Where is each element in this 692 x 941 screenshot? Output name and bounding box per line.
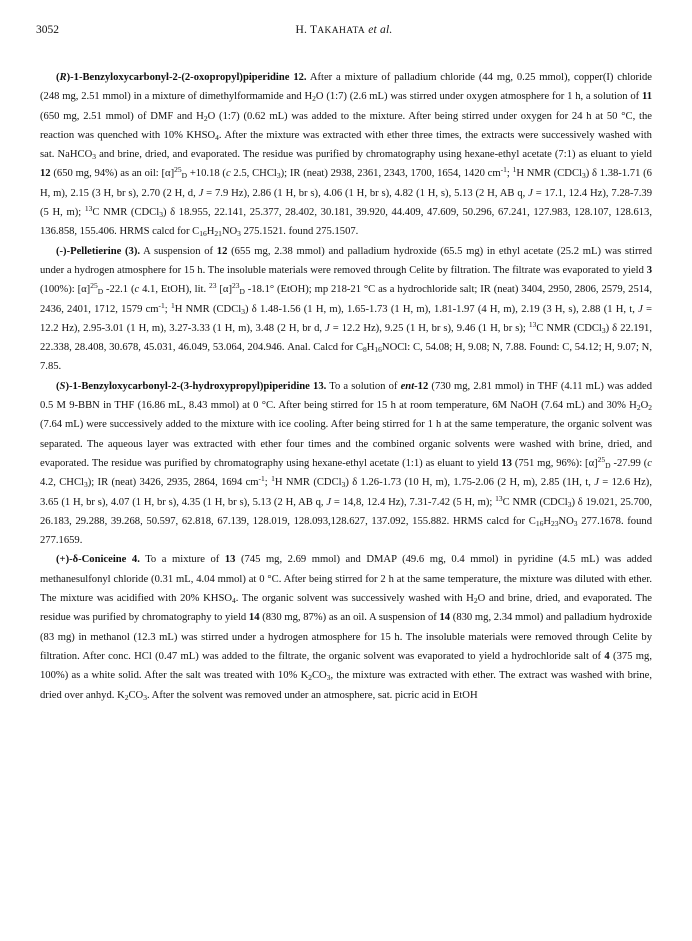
paragraph-compound-13: (S)-1-Benzyloxycarbonyl-2-(3-hydroxypropyl)piperidine 13. To a solution of ent-12 (730 mg, 2.81 mmol) in THF (4.11 mL) was added 0.5 M 9-BBN in THF (16.86 mL, 8.43 mmol) at 0 °C. After being stirred for 15 h at room temperature, 6M NaOH (7.64 mL) and 30% $H_2O_2$ (7.64 mL) were successively added to the mixture with ice cooling. After being stirred for 1 h at the same temperature, the organic solvent was separated. The aqueous layer was extracted with ether four times and the combined organic solvents were washed with brine, dried, and evaporated. The residue was purified by chromatography using hexane-ethyl acetate (1:1) as eluant to yield 13 (751 mg, 96%): $[\alpha]^{25}_D$ -27.99 (c 4.2, CHCl$_3$); IR (neat) 3426, 2935, 2864, 1694 $cm^{-1}$; $^1$H NMR (CDCl$_3$) δ 1.26-1.73 (10 H, m), 1.75-2.06 (2 H, m), 2.85 (1H, t, J = 12.6 Hz), 3.65 (1 H, br s), 4.07 (1 H, br s), 4.35 (1 H, br s), 5.13 (2 H, AB q, J = 14,8, 12.4 Hz), 7.31-7.42 (5 H, m); $^{13}$C NMR (CDCl$_3$) δ 19.021, 25.700, 26.183, 29.288, 39.268, 50.597, 62.818, 67.139, 128.019, 128.093,128.627, 137.092, 155.882. HRMS calcd for $C_{16}H_{23}NO_3$ 277.1678. found 277.1659. <box>40 380 652 547</box>
running-head-author-smallcaps: AKAHATA <box>317 26 366 36</box>
paragraph-pelletierine: (-)-Pelletierine (3). A suspension of 12 (655 mg, 2.38 mmol) and palladium hydroxide (65.5 mg) in ethyl acetate (25.2 mL) was stirred under a hydrogen atmosphere for 15 h. The insoluble materials were removed through Celite by filtration. The filtrate was evaporated to yield 3 (100%): $[\alpha]^{25}_D$ -22.1 (c 4.1, EtOH), lit. $^{23}$ $[\alpha]^{23}_D$ -18.1° (EtOH); mp 218-21 °C as a hydrochloride salt; IR (neat) 3404, 2950, 2806, 2579, 2514, 2436, 2401, 1712, 1579 $cm^{-1}$; $^1$H NMR (CDCl$_3$) δ 1.48-1.56 (1 H, m), 1.65-1.73 (1 H, m), 1.81-1.97 (4 H, m), 2.19 (3 H, s), 2.88 (1 H, t, J = 12.2 Hz), 2.95-3.01 (1 H, m), 3.27-3.33 (1 H, m), 3.48 (2 H, br d, J = 12.2 Hz), 9.25 (1 H, br s), 9.46 (1 H, br s); $^{13}$C NMR (CDCl$_3$) δ 22.191, 22.338, 28.408, 30.678, 45.031, 46.049, 53.064, 204.946. Anal. Calcd for $C_8H_{16}NOCl$: C, 54.08; H, 9.08; N, 7.88. Found: C, 54.12; H, 9.07; N, 7.85. <box>40 245 652 373</box>
paragraph-title: (S)-1-Benzyloxycarbonyl-2-(3-hydroxypropyl)piperidine 13. <box>56 380 327 392</box>
paragraph-compound-12: (R)-1-Benzyloxycarbonyl-2-(2-oxopropyl)piperidine 12. After a mixture of palladium chloride (44 mg, 0.25 mmol), copper(I) chloride (248 mg, 2.51 mmol) in a mixture of dimethylformamide and $H_2O$ (1:7) (2.6 mL) was stirred under oxygen atmosphere for 1 h, a solution of 11 (650 mg, 2.51 mmol) of DMF and $H_2O$ (1:7) (0.62 mL) was added to the mixture. After being stirred under oxygen for 24 h at 50 °C, the reaction was quenched with 10% $KHSO_4$. After the mixture was extracted with ether three times, the extracts were successively washed with sat. NaHCO$_3$ and brine, dried, and evaporated. The residue was purified by chromatography using hexane-ethyl acetate (7:1) as eluant to yield 12 (650 mg, 94%) as an oil: $[\alpha]^{25}_D +10.18$ (c 2.5, CHCl$_3$); IR (neat) 2938, 2361, 2343, 1700, 1654, 1420 $cm^{-1}$; $^1$H NMR (CDCl$_3$) δ 1.38-1.71 (6 H, m), 2.15 (3 H, br s), 2.70 (2 H, d, J = 7.9 Hz), 2.86 (1 H, br s), 4.06 (1 H, br s), 4.82 (1 H, s), 5.13 (2 H, AB q, J = 17.1, 12.4 Hz), 7.28-7.39 (5 H, m); $^{13}$C NMR (CDCl$_3$) δ 18.955, 22.141, 25.377, 28.402, 30.181, 39.920, 44.409, 47.609, 50.296, 67.241, 127.983, 128.107, 128.613, 136.858, 155.406. HRMS calcd for $C_{16}H_{21}NO_3$ 275.1521. found 275.1507. <box>40 72 653 239</box>
running-head <box>36 24 652 36</box>
running-head-author: H. T <box>295 24 318 36</box>
paragraph-coniceine: (+)-δ-Coniceine 4. To a mixture of 13 (745 mg, 2.69 mmol) and DMAP (49.6 mg, 0.4 mmol) in pyridine (4.5 mL) was added methanesulfonyl chloride (0.31 mL, 4.04 mmol) at 0 °C. After being stirred for 2 h at the same temperature, the mixture was diluted with ether. The mixture was acidified with 20% $KHSO_4$. The organic solvent was successively washed with $H_2O$ and brine, dried, and evaporated. The residue was purified by chromatography to yield 14 (830 mg, 87%) as an oil. A suspension of 14 (830 mg, 2.34 mmol) and palladium hydroxide (83 mg) in methanol (12.3 mL) was stirred under a hydrogen atmosphere for 15 h. The insoluble materials were removed through Celite by filtration. After conc. HCl (0.47 mL) was added to the filtrate, the organic solvent was evaporated to yield a hydrochloride salt of 4 (375 mg, 100%) as a white solid. After the salt was treated with 10% $K_2CO_3$, the mixture was extracted with ether. The extract was washed with brine, dried over anhyd. $K_2CO_3$. After the solvent was removed under an atmosphere, sat. picric acid in EtOH <box>40 554 652 702</box>
article-body <box>40 68 652 705</box>
page-number: 3052 <box>36 24 59 36</box>
paragraph-title: (+)-δ-Coniceine 4. <box>56 554 140 566</box>
running-head-etal: et al. <box>365 24 393 36</box>
paragraph-title: (-)-Pelletierine (3). <box>56 245 141 257</box>
paragraph-title: (R)-1-Benzyloxycarbonyl-2-(2-oxopropyl)piperidine 12. <box>56 72 307 83</box>
page-header <box>36 24 652 42</box>
